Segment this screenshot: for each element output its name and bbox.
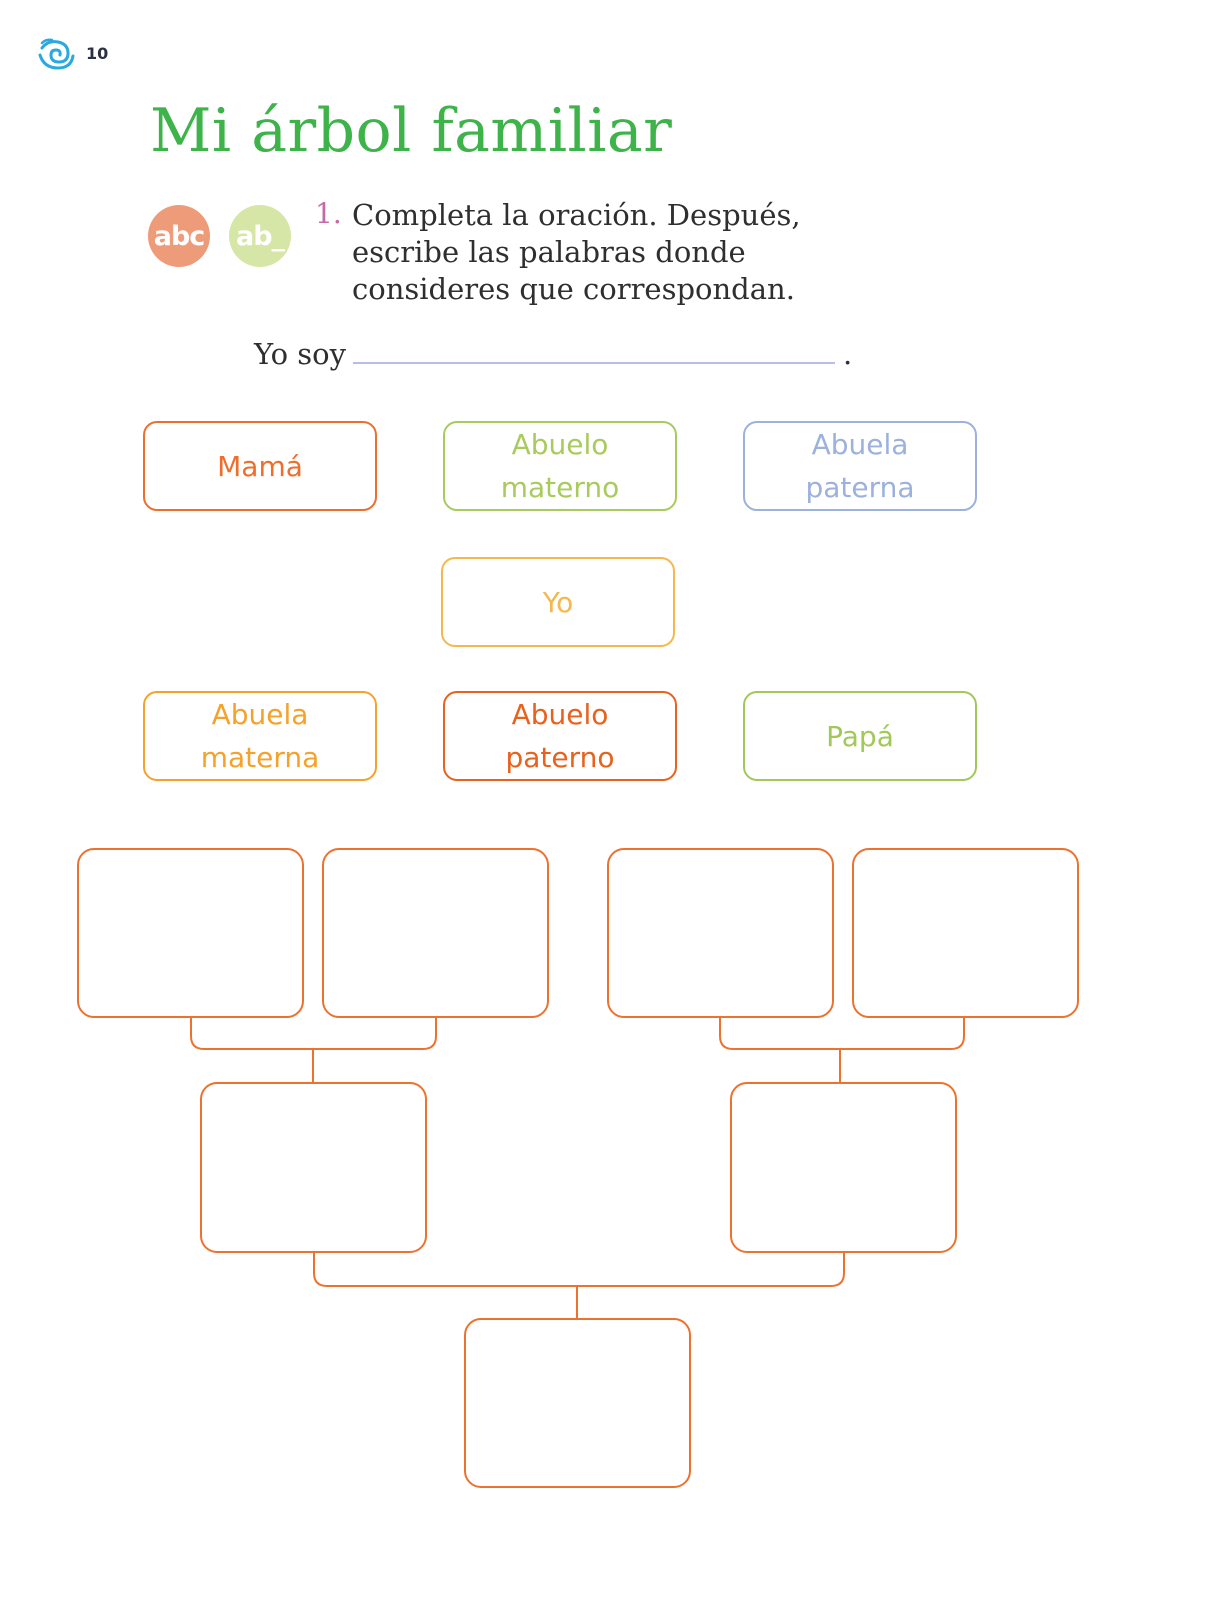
tree-box-parent-right[interactable]: [731, 1083, 956, 1252]
writing-abc-icon: abc: [148, 205, 210, 267]
word-card-label: Abuela paterna: [805, 428, 915, 504]
sentence-period: .: [843, 337, 853, 371]
word-card-label: Yo: [542, 585, 574, 619]
fill-blank-icon: ab_: [229, 205, 291, 267]
tree-box-grandparent-3[interactable]: [608, 849, 833, 1017]
word-card-label: Abuela materna: [200, 698, 320, 774]
tree-box-grandparent-4[interactable]: [853, 849, 1078, 1017]
tree-box-grandparent-1[interactable]: [78, 849, 303, 1017]
page-title: Mi árbol familiar: [150, 96, 673, 166]
word-card-label: Papá: [826, 719, 894, 753]
connector-right-grandparents: [720, 1017, 964, 1049]
connector-left-grandparents: [191, 1017, 436, 1049]
word-card-label: Abuelo paterno: [505, 698, 615, 774]
instruction-text: Completa la oración. Después, escribe las palabras donde consideres que correspondan.: [352, 198, 801, 306]
connector-parents: [314, 1252, 844, 1286]
tree-box-grandparent-2[interactable]: [323, 849, 548, 1017]
sentence-label: Yo soy: [254, 337, 347, 371]
page-number: 10: [86, 44, 109, 63]
instruction-number: 1.: [315, 197, 342, 230]
tree-box-parent-left[interactable]: [201, 1083, 426, 1252]
word-card-label: Abuelo materno: [500, 428, 620, 504]
tree-box-child[interactable]: [465, 1319, 690, 1487]
word-card-label: Mamá: [217, 449, 303, 483]
